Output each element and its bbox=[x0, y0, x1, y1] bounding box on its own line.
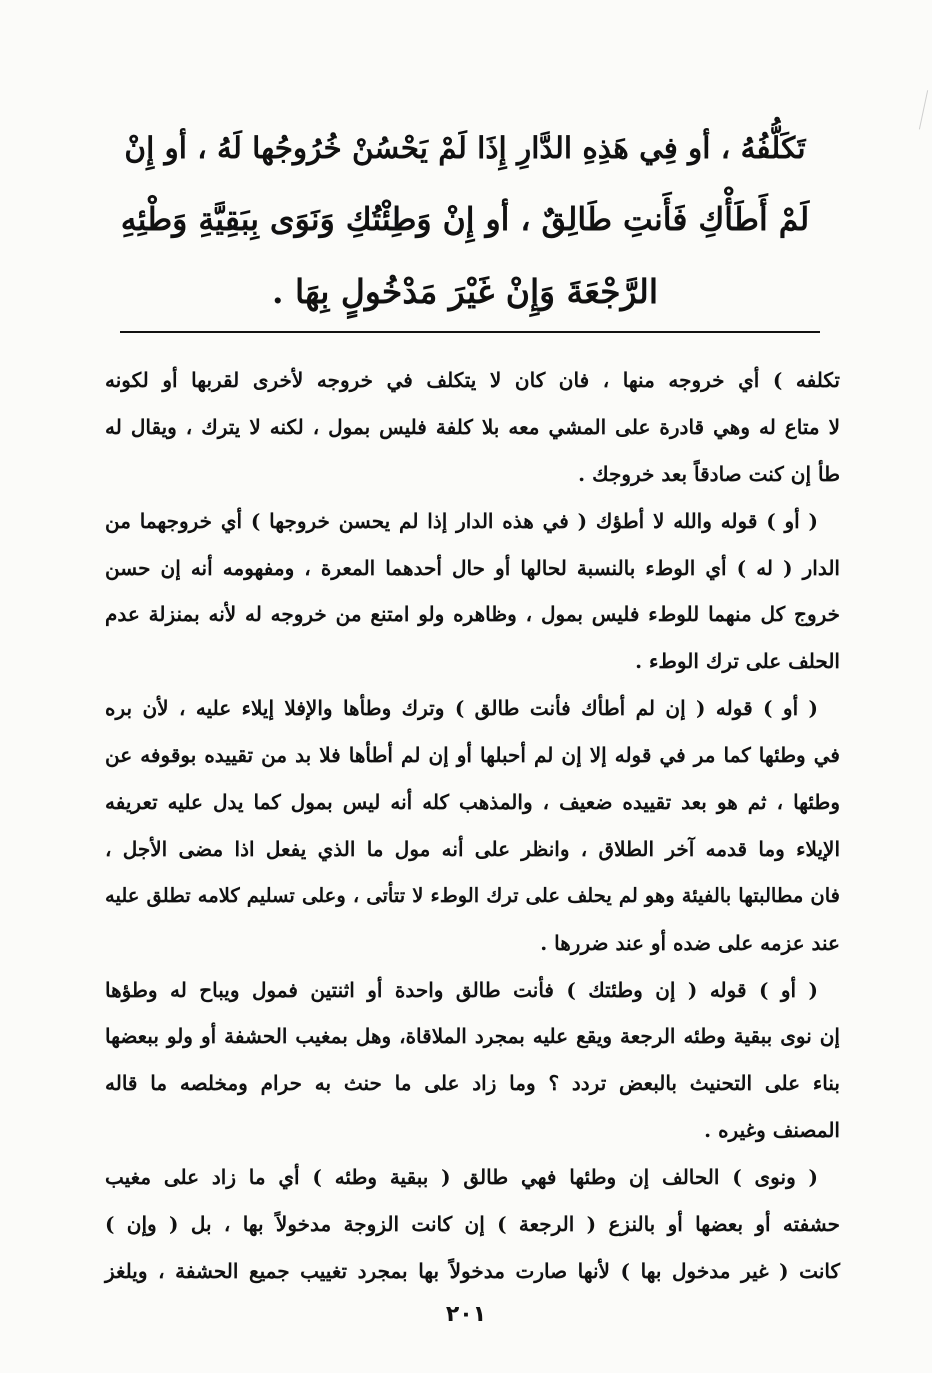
sharh-line: في وطئها كما مر في قوله إلا إن لم أحبلها أو إن لم أطأها فلا بد من تقييده بوقوفه عن bbox=[105, 743, 840, 768]
sharh-line: بناء على التحنيث بالبعض تردد ؟ وما زاد على ما حنث به حرام ومخلصه ما قاله bbox=[105, 1071, 840, 1096]
sharh-line: الدار ( له ) أي الوطء بالنسبة لحالها أو حال أحدهما المعرة ، ومفهومه أنه إن حسن bbox=[105, 555, 840, 580]
matn-text-block bbox=[120, 112, 810, 328]
sharh-line: الإيلاء وما قدمه آخر الطلاق ، وانظر على أنه مول ما الذي يفعل اذا مضى الأجل ، bbox=[105, 836, 840, 861]
matn-line: لَمْ أَطَأْكِ فَأَنتِ طَالِقٌ ، أو إِنْ وَطِئْتُكِ وَنَوَى بِبَقِيَّةِ وَطْئِهِ bbox=[120, 201, 810, 238]
sharh-line: لا متاع له وهي قادرة على المشي معه بلا كلفة فليس بمول ، لكنه لا يترك ، ويقال له bbox=[105, 414, 840, 439]
sharh-line: حشفته أو بعضها أو بالنزع ( الرجعة ) إن كانت الزوجة مدخولاً بها ، بل ( وإن ) bbox=[105, 1212, 840, 1237]
sharh-line: فان مطالبتها بالفيئة وهو لم يحلف على ترك الوطء لا تتأتى ، وعلى تسليم كلامه تطلق عليه bbox=[105, 883, 840, 907]
sharh-line: طأ إن كنت صادقاً بعد خروجك . bbox=[578, 461, 840, 486]
sharh-line: كانت ( غير مدخول بها ) لأنها صارت مدخولاً بها بمجرد تغييب جميع الحشفة ، ويلغز bbox=[105, 1258, 840, 1283]
sharh-text-block bbox=[105, 357, 840, 1295]
sharh-line: وطئها ، ثم هو بعد تقييده ضعيف ، والمذهب كله أنه ليس بمول كما يدل عليه تعريفه bbox=[105, 790, 840, 815]
page-number: ٢٠١ bbox=[445, 1302, 487, 1327]
matn-line: الرَّجْعَةَ وَإِنْ غَيْرَ مَدْخُولٍ بِهَا . bbox=[271, 272, 658, 311]
sharh-line: المصنف وغيره . bbox=[704, 1118, 840, 1143]
matn-line: تَكَلُّفُهُ ، أو فِي هَذِهِ الدَّارِ إِذَا لَمْ يَحْسُنْ خُرُوجُها لَهُ ، أو إِنْ bbox=[124, 130, 806, 165]
sharh-line: خروج كل منهما للوطء فليس بمول ، وظاهره ولو امتنع من خروجه له لأنه بمنزلة عدم bbox=[105, 602, 840, 627]
sharh-line: ( أو ) قوله ( إن وطئتك ) فأنت طالق واحدة أو اثنتين فمول ويباح له وطؤها bbox=[105, 977, 818, 1002]
sharh-line: تكلفه ) أي خروجه منها ، فان كان لا يتكلف في خروجه لأخرى لقربها أو لكونه bbox=[105, 368, 840, 392]
sharh-line: إن نوى ببقية وطئه الرجعة ويقع عليه بمجرد الملاقاة، وهل بمغيب الحشفة أو ولو ببعضها bbox=[105, 1024, 840, 1049]
sharh-line: ( أو ) قوله والله لا أطؤك ( في هذه الدار إذا لم يحسن خروجها ) أي خروجهما من bbox=[105, 508, 818, 533]
section-divider bbox=[120, 331, 820, 333]
sharh-line: ( ونوى ) الحالف إن وطئها فهي طالق ( ببقية وطئه ) أي ما زاد على مغيب bbox=[105, 1165, 818, 1190]
margin-mark bbox=[919, 90, 930, 130]
sharh-line: الحلف على ترك الوطء . bbox=[635, 649, 840, 674]
sharh-line: عند عزمه على ضده أو عند ضررها . bbox=[540, 930, 840, 955]
sharh-line: ( أو ) قوله ( إن لم أطأك فأنت طالق ) وترك وطأها والإفلا إيلاء عليه ، لأن بره bbox=[105, 696, 818, 721]
